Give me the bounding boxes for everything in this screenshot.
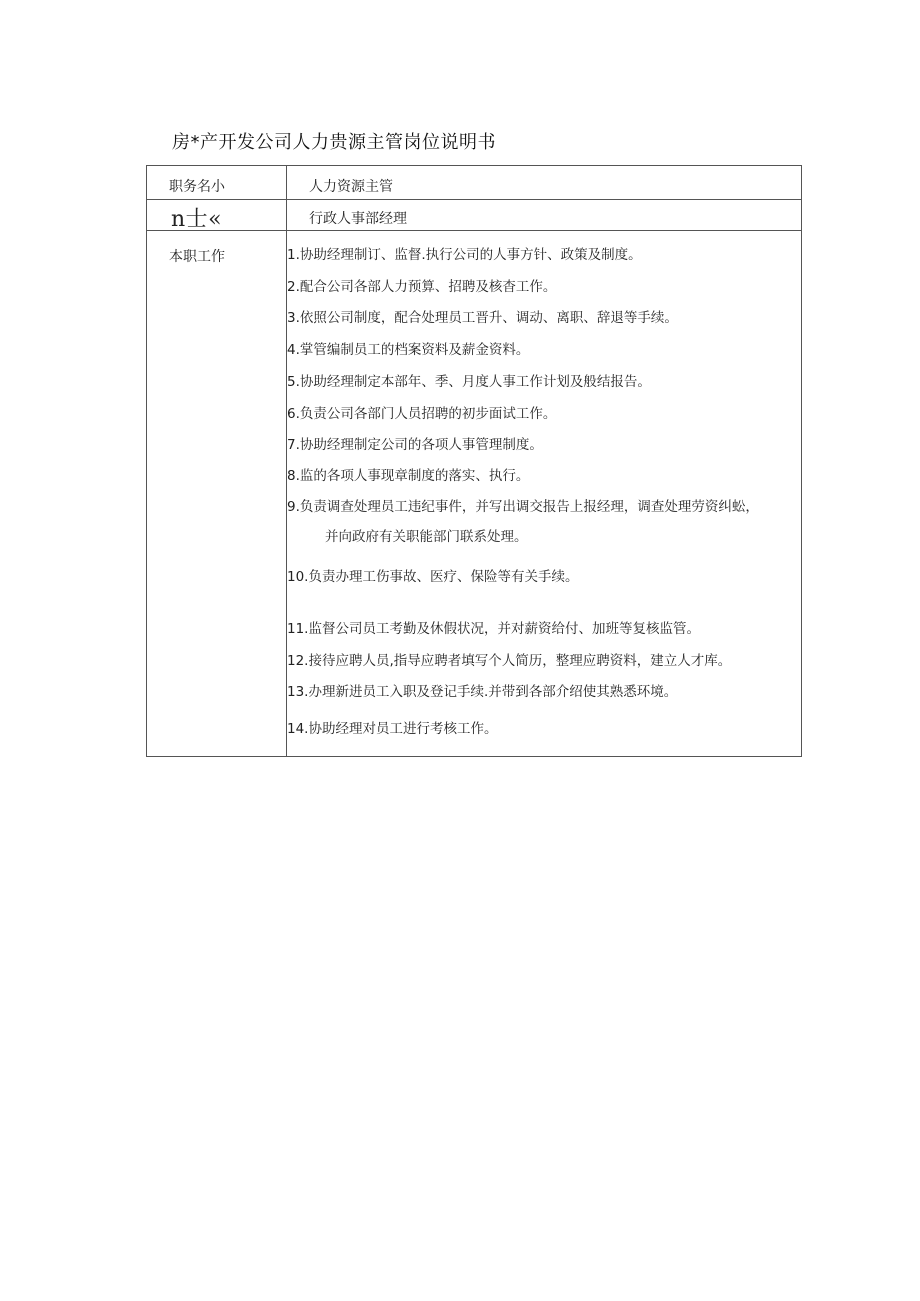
duty-item: 5.协助经理制定本部年、季、月度人事工作计划及般结报告。 [287,374,651,390]
duty-item: 6.负责公司各部门人员招聘的初步面试工作。 [287,406,557,422]
document-title: 房*产开发公司人力贵源主管岗位说明书 [172,132,496,153]
duty-item: 4.掌管编制员工的档案资料及薪金资料。 [287,342,530,358]
duty-item: 3.依照公司制度，配合处理员工晋升、调动、离职、辞退等手续。 [287,310,678,326]
job-title-label: 职务名小 [169,179,225,195]
duty-item: 11.监督公司员工考勤及休假状况，并对薪资给付、加班等复核监管。 [287,621,700,637]
table-row-duties [147,231,801,756]
duty-item: 8.监的各项人事现章制度的落实、执行。 [287,468,530,484]
duties-list [287,231,801,756]
duty-item: 14.协助经理对员工进行考核工作。 [287,721,498,737]
superior-label: n士« [171,207,223,232]
duty-item: 2.配合公司各部人力预算、招聘及核杳工作。 [287,279,557,295]
table-row-job-title [147,166,801,200]
duties-label: 本职工作 [169,249,225,265]
duty-item: 12.接待应聘人员,指导应聘者填写个人简历，整理应聘资料，建立人才库。 [287,653,732,669]
superior-value: 行政人事部经理 [309,211,407,227]
duty-item: 9.负责调查处理员工违纪事件，并写出调交报告上报经理，调查处理劳资纠蚣， [287,499,759,515]
table-row-superior [147,200,801,231]
job-title-value: 人力资源主管 [309,179,393,195]
duty-item: 1.协助经理制订、监督.执行公司的人事方针、政策及制度。 [287,247,642,263]
duty-item: 10.负责办理工伤事故、医疗、保险等有关手续。 [287,569,579,585]
duty-item-continued: 并向政府有关职能部门联系处理。 [325,529,528,545]
duty-item: 13.办理新进员工入职及登记手续.并带到各部介绍使其熟悉环境。 [287,684,678,700]
duty-item: 7.协助经理制定公司的各项人事管理制度。 [287,437,543,453]
job-description-table [146,165,802,757]
